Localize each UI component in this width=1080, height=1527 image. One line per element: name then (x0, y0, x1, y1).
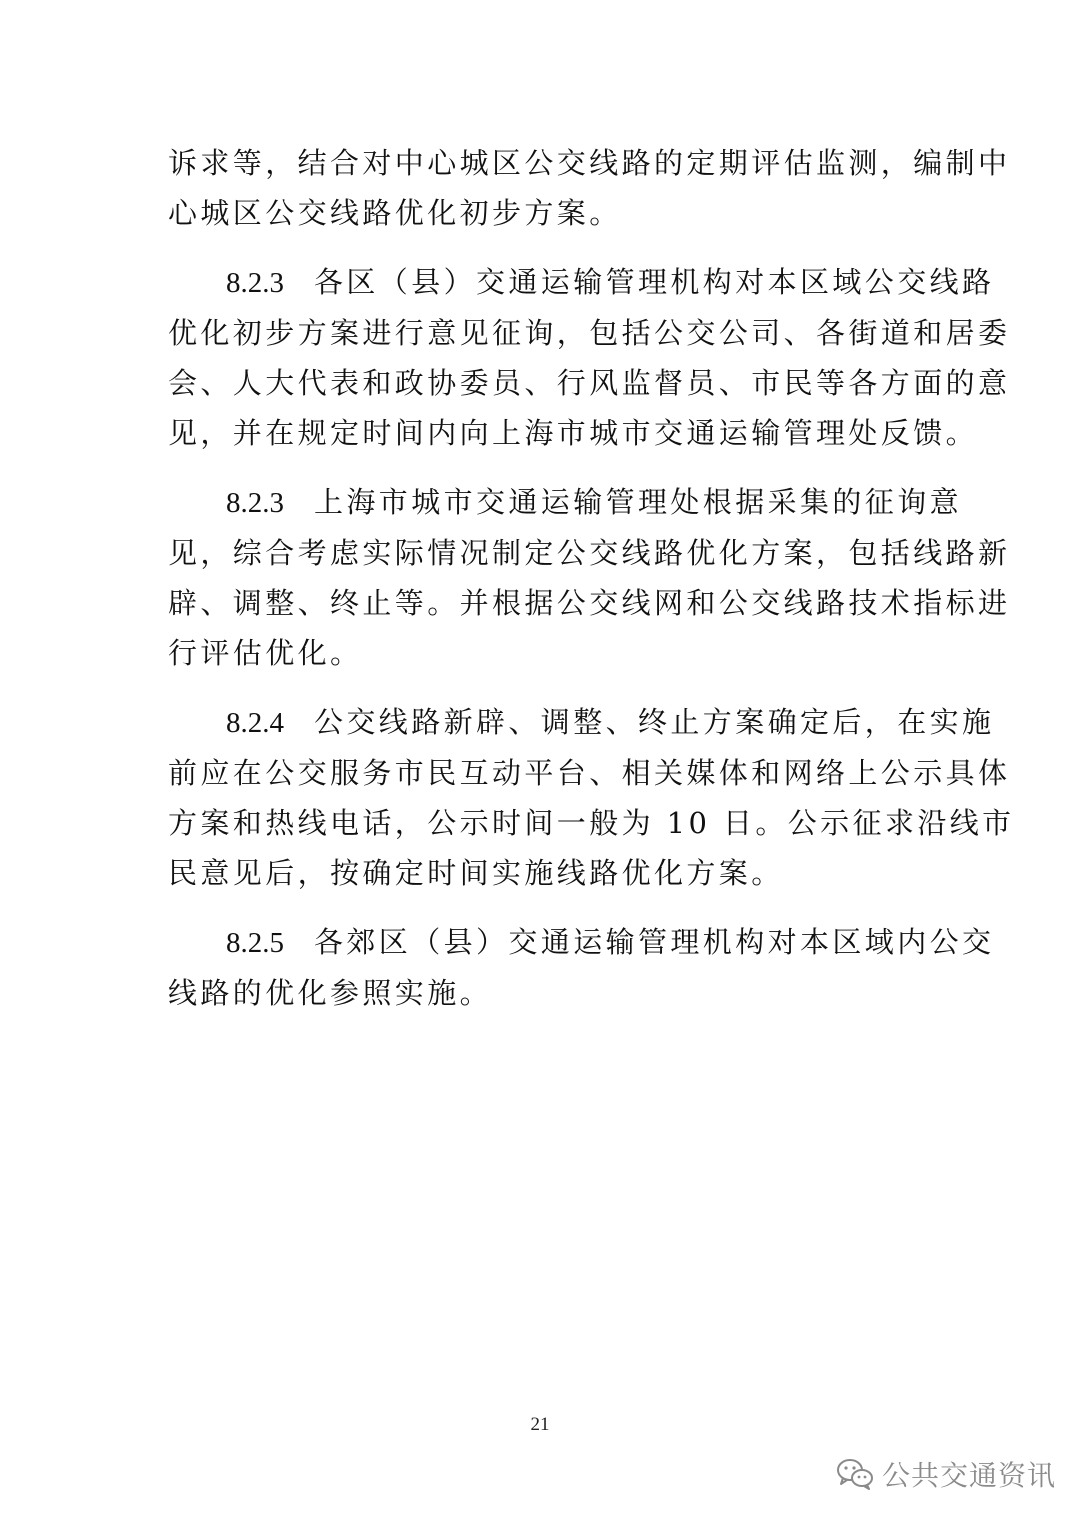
paragraph-line: 公交线路新辟、调整、终止方案确定后，在实施 (314, 705, 995, 739)
wechat-icon (836, 1458, 874, 1490)
paragraph-line: 诉求等，结合对中心城区公交线路的定期评估监测，编制中 (168, 146, 1011, 180)
paragraph-8-2-3-a (168, 257, 1011, 458)
paragraph-8-2-3-b (168, 477, 1011, 678)
paragraph-line: 民意见后，按确定时间实施线路优化方案。 (168, 856, 784, 890)
paragraph-first-line (168, 257, 995, 308)
document-body (168, 138, 1015, 1037)
clause-number: 8.2.3 (226, 267, 284, 299)
paragraph-line: 各郊区（县）交通运输管理机构对本区域内公交 (314, 925, 995, 959)
paragraph-line: 各区（县）交通运输管理机构对本区域公交线路 (314, 265, 995, 299)
clause-number: 8.2.3 (226, 487, 284, 519)
paragraph-first-line (168, 917, 995, 968)
paragraph-first-line (168, 697, 995, 748)
paragraph-line: 行评估优化。 (168, 636, 363, 670)
paragraph-line: 方案和热线电话，公示时间一般为 10 日。公示征求沿线市 (168, 806, 1015, 840)
paragraph-line: 优化初步方案进行意见征询，包括公交公司、各街道和居委 (168, 316, 1011, 350)
paragraph-8-2-4 (168, 697, 1015, 898)
page-number: 21 (530, 1414, 550, 1435)
paragraph-line: 心城区公交线路优化初步方案。 (168, 196, 622, 230)
clause-number: 8.2.5 (226, 927, 284, 959)
paragraph-line: 上海市城市交通运输管理处根据采集的征询意 (314, 485, 963, 519)
paragraph-line: 会、人大代表和政协委员、行风监督员、市民等各方面的意 (168, 366, 1011, 400)
paragraph-first-line (168, 477, 963, 528)
paragraph-continuation (168, 138, 1011, 238)
paragraph-line: 前应在公交服务市民互动平台、相关媒体和网络上公示具体 (168, 756, 1011, 790)
watermark (836, 1454, 1056, 1494)
watermark-text: 公共交通资讯 (882, 1459, 1057, 1492)
paragraph-8-2-5 (168, 917, 995, 1018)
paragraph-line: 辟、调整、终止等。并根据公交线网和公交线路技术指标进 (168, 586, 1011, 620)
paragraph-line: 见，综合考虑实际情况制定公交线路优化方案，包括线路新 (168, 536, 1011, 570)
paragraph-line: 线路的优化参照实施。 (168, 976, 493, 1010)
paragraph-line: 见，并在规定时间内向上海市城市交通运输管理处反馈。 (168, 416, 979, 450)
clause-number: 8.2.4 (226, 707, 284, 739)
